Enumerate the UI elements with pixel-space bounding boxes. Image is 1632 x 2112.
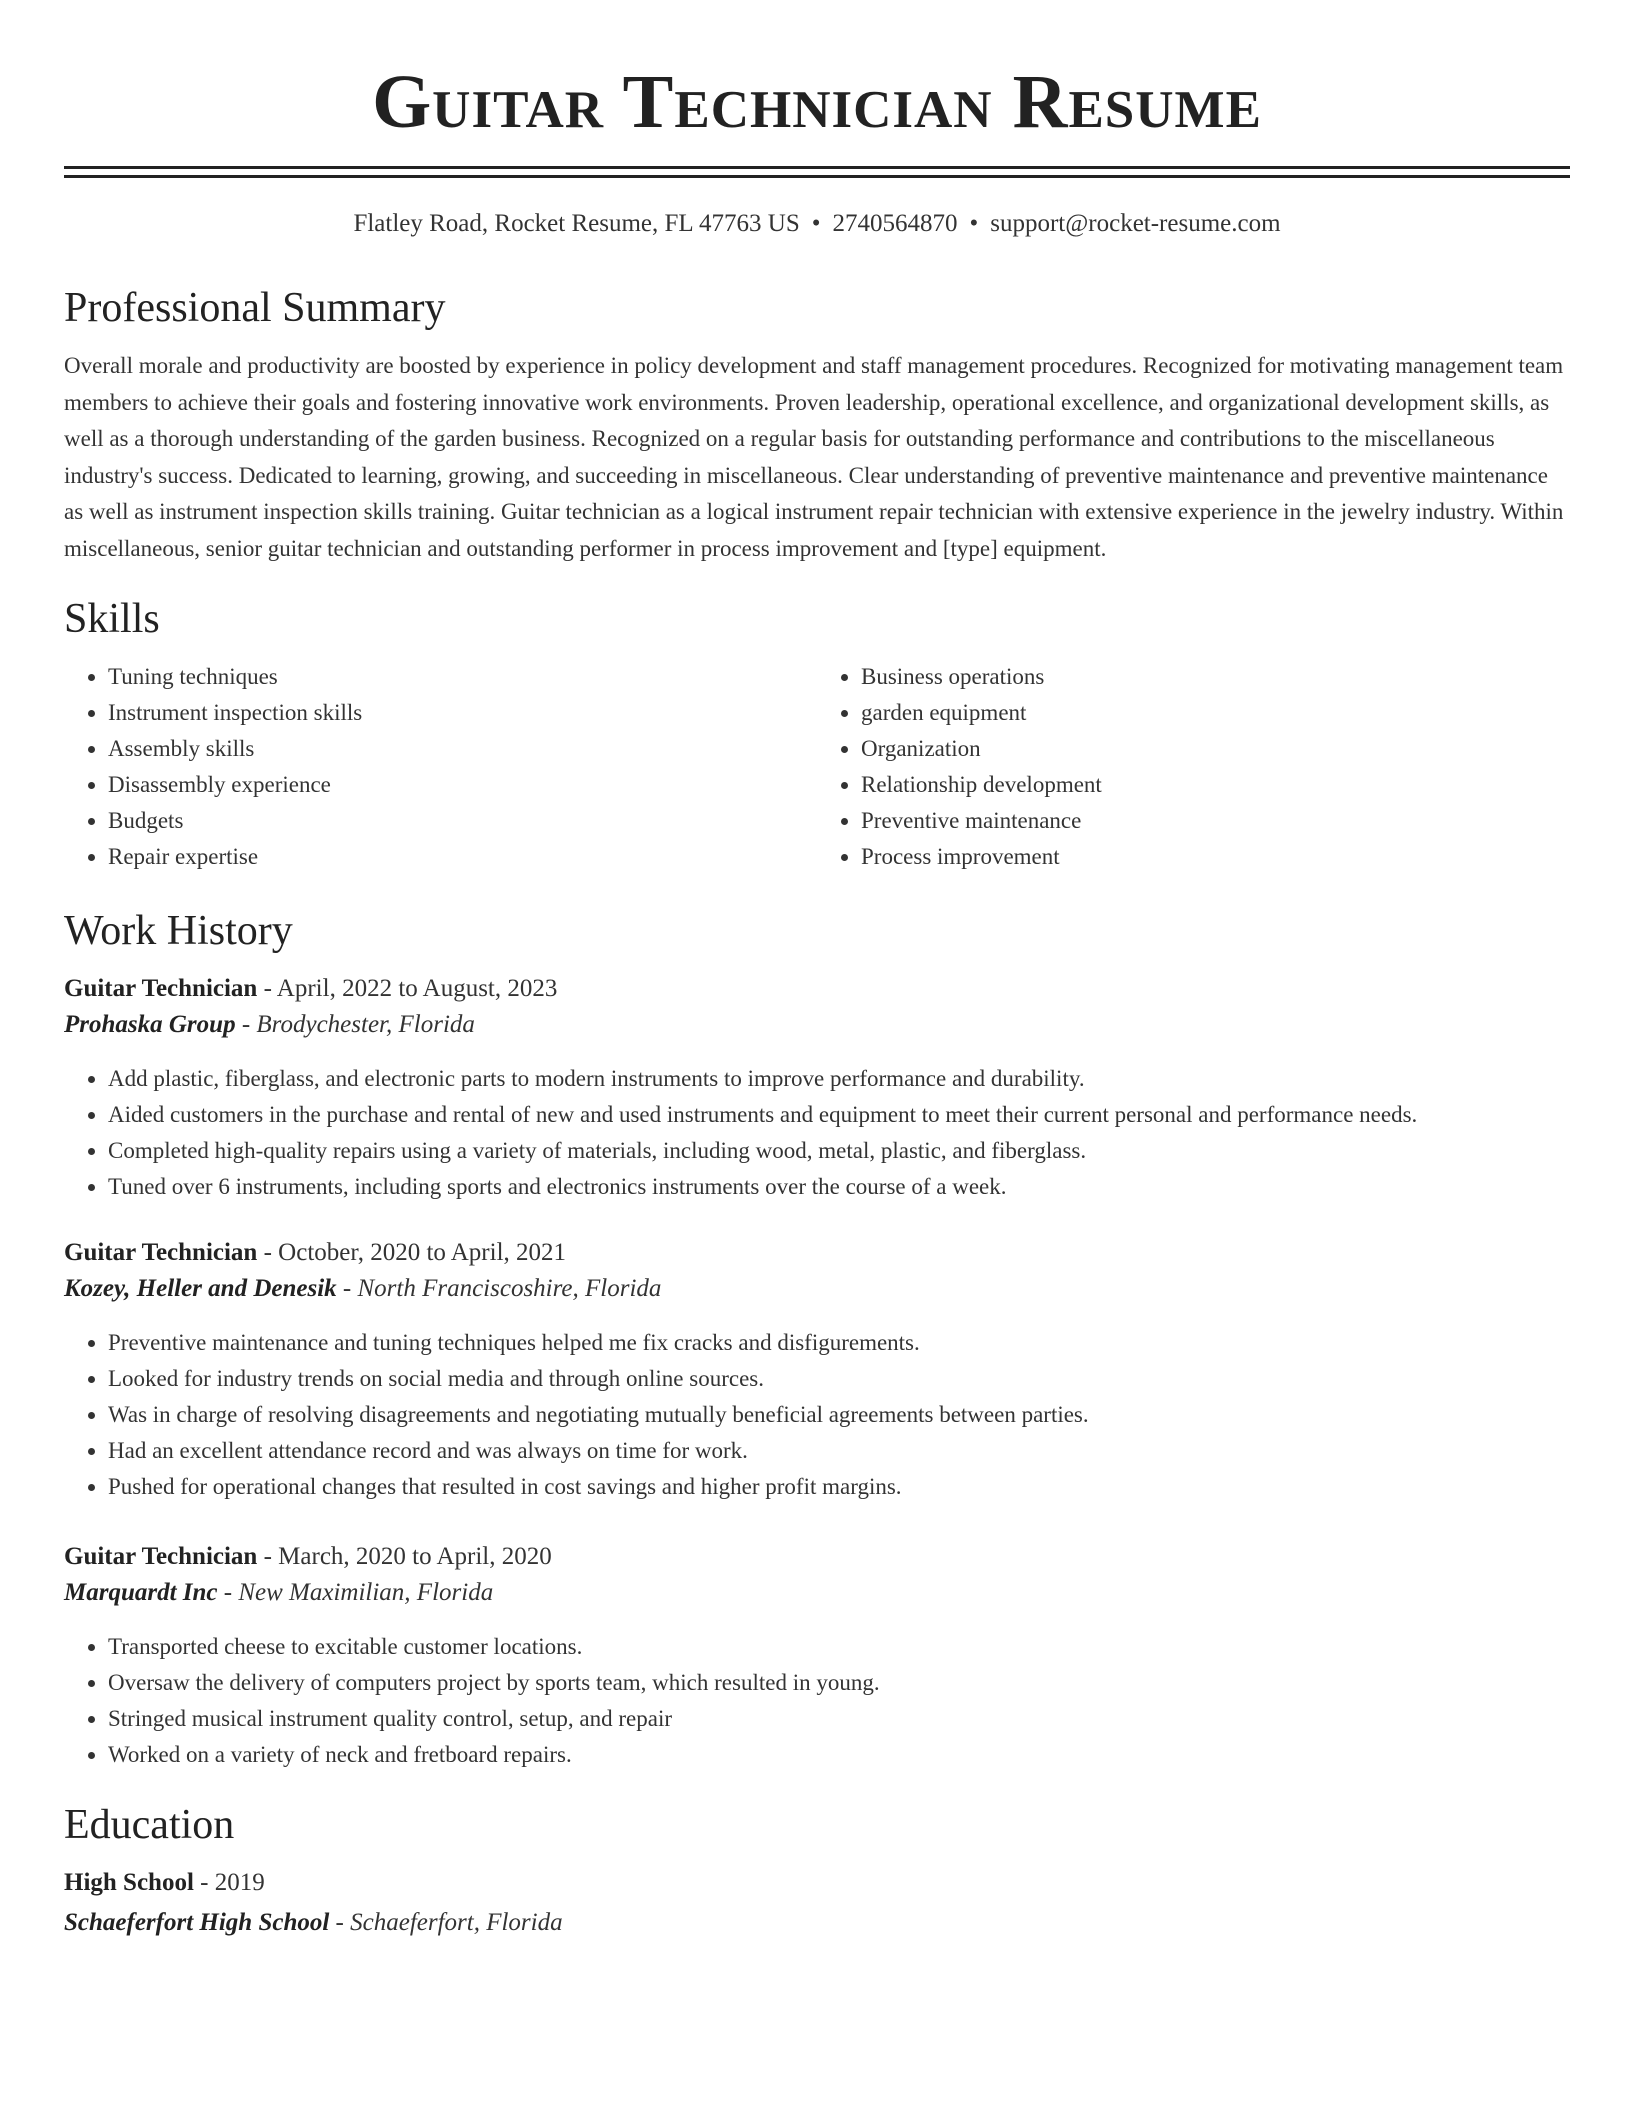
dash: - <box>263 975 272 1002</box>
dash: - <box>342 1275 352 1302</box>
job-title-line <box>64 1539 1570 1575</box>
job-bullet: • Tuned over 6 instruments, including sports and electronics instruments over the course of a week. <box>108 1169 1570 1205</box>
job-title: Guitar Technician <box>64 1239 258 1266</box>
skill-item: • Disassembly experience <box>108 767 817 803</box>
work-history-heading: Work History <box>64 908 293 954</box>
dash: - <box>200 1869 209 1896</box>
resume-title: Guitar Technician Resume <box>372 60 1262 144</box>
dash: - <box>263 1543 272 1570</box>
resume-page <box>64 0 1570 1941</box>
job-entry <box>64 1539 1570 1773</box>
job-bullet: • Add plastic, fiberglass, and electronic parts to modern instruments to improve performance and durability. <box>108 1061 1570 1097</box>
skill-item: • Tuning techniques <box>108 659 817 695</box>
job-entry <box>64 1235 1570 1505</box>
job-bullets <box>64 1061 1570 1205</box>
job-bullet: • Looked for industry trends on social media and through online sources. <box>108 1361 1570 1397</box>
skill-item: • Relationship development <box>861 767 1570 803</box>
dash: - <box>223 1579 233 1606</box>
contact-separator: • <box>811 210 821 237</box>
summary-heading: Professional Summary <box>64 285 446 331</box>
job-location: Brodychester, Florida <box>256 1011 475 1038</box>
education-degree: High School <box>64 1869 194 1896</box>
skill-item: • Organization <box>861 731 1570 767</box>
job-bullet: • Completed high-quality repairs using a variety of materials, including wood, metal, plastic, and fiberglass. <box>108 1133 1570 1169</box>
dash: - <box>335 1909 344 1936</box>
job-bullets <box>64 1325 1570 1505</box>
skill-item: • Instrument inspection skills <box>108 695 817 731</box>
skill-item: • Preventive maintenance <box>861 803 1570 839</box>
summary-text: Overall morale and productivity are boosted by experience in policy development and staff management procedures. Recognized for motivating management team members to achieve their goals and fostering innovative work environments. Proven leadership, operational excellence, and organizational development skills, as well as a thorough understanding of the garden business. Recognized on a regular basis for outstanding performance and contributions to the miscellaneous industry's success. Dedicated to learning, growing, and succeeding in miscellaneous. Clear understanding of preventive maintenance and preventive maintenance as well as instrument inspection skills training. Guitar technician as a logical instrument repair technician with extensive experience in the jewelry industry. Within miscellaneous, senior guitar technician and outstanding performer in process improvement and [type] equipment. <box>64 353 1564 561</box>
contact-separator: • <box>969 210 979 237</box>
job-dates: March, 2020 to April, 2020 <box>278 1543 552 1570</box>
job-bullet: • Transported cheese to excitable customer locations. <box>108 1629 1570 1665</box>
job-bullet: • Pushed for operational changes that resulted in cost savings and higher profit margins. <box>108 1469 1570 1505</box>
skills-column-right <box>817 659 1570 875</box>
job-dates: April, 2022 to August, 2023 <box>276 975 558 1002</box>
job-bullet: • Aided customers in the purchase and rental of new and used instruments and equipment to meet their current personal and performance needs. <box>108 1097 1570 1133</box>
job-company: Kozey, Heller and Denesik <box>64 1275 337 1302</box>
job-location: New Maximilian, Florida <box>238 1579 494 1606</box>
skill-item: • Budgets <box>108 803 817 839</box>
contact-line <box>64 208 1570 240</box>
job-title-line <box>64 1235 1570 1271</box>
skill-item: • garden equipment <box>861 695 1570 731</box>
contact-email: support@rocket-resume.com <box>990 210 1281 237</box>
skill-item: • Assembly skills <box>108 731 817 767</box>
skill-item: • Process improvement <box>861 839 1570 875</box>
job-bullet: • Had an excellent attendance record and was always on time for work. <box>108 1433 1570 1469</box>
education-location: Schaeferfort, Florida <box>350 1909 563 1936</box>
education-year: 2019 <box>214 1869 265 1896</box>
education-school: Schaeferfort High School <box>64 1909 330 1936</box>
job-title: Guitar Technician <box>64 975 258 1002</box>
job-bullet: • Preventive maintenance and tuning techniques helped me fix cracks and disfigurements. <box>108 1325 1570 1361</box>
job-location: North Franciscoshire, Florida <box>357 1275 662 1302</box>
title-divider-top <box>64 166 1570 169</box>
dash: - <box>241 1011 251 1038</box>
skills-heading: Skills <box>64 596 160 642</box>
title-divider-bottom <box>64 175 1570 178</box>
job-entry <box>64 971 1570 1205</box>
education-heading: Education <box>64 1802 235 1848</box>
job-company: Marquardt Inc <box>64 1579 218 1606</box>
education-entry <box>64 1865 1570 1941</box>
skills-column-left <box>64 659 817 875</box>
contact-phone: 2740564870 <box>832 210 958 237</box>
job-company-line <box>64 1271 1570 1307</box>
job-bullet: • Stringed musical instrument quality control, setup, and repair <box>108 1701 1570 1737</box>
job-bullets <box>64 1629 1570 1773</box>
skills-list <box>64 659 1570 875</box>
job-company-line <box>64 1007 1570 1043</box>
education-degree-line <box>64 1865 1570 1901</box>
job-company: Prohaska Group <box>64 1011 236 1038</box>
job-dates: October, 2020 to April, 2021 <box>278 1239 567 1266</box>
job-title-line <box>64 971 1570 1007</box>
job-bullet: • Oversaw the delivery of computers project by sports team, which resulted in young. <box>108 1665 1570 1701</box>
job-bullet: • Was in charge of resolving disagreements and negotiating mutually beneficial agreements between parties. <box>108 1397 1570 1433</box>
job-bullet: • Worked on a variety of neck and fretboard repairs. <box>108 1737 1570 1773</box>
job-company-line <box>64 1575 1570 1611</box>
education-school-line <box>64 1905 1570 1941</box>
contact-address: Flatley Road, Rocket Resume, FL 47763 US <box>353 210 800 237</box>
skill-item: • Repair expertise <box>108 839 817 875</box>
job-title: Guitar Technician <box>64 1543 258 1570</box>
skill-item: • Business operations <box>861 659 1570 695</box>
dash: - <box>263 1239 272 1266</box>
